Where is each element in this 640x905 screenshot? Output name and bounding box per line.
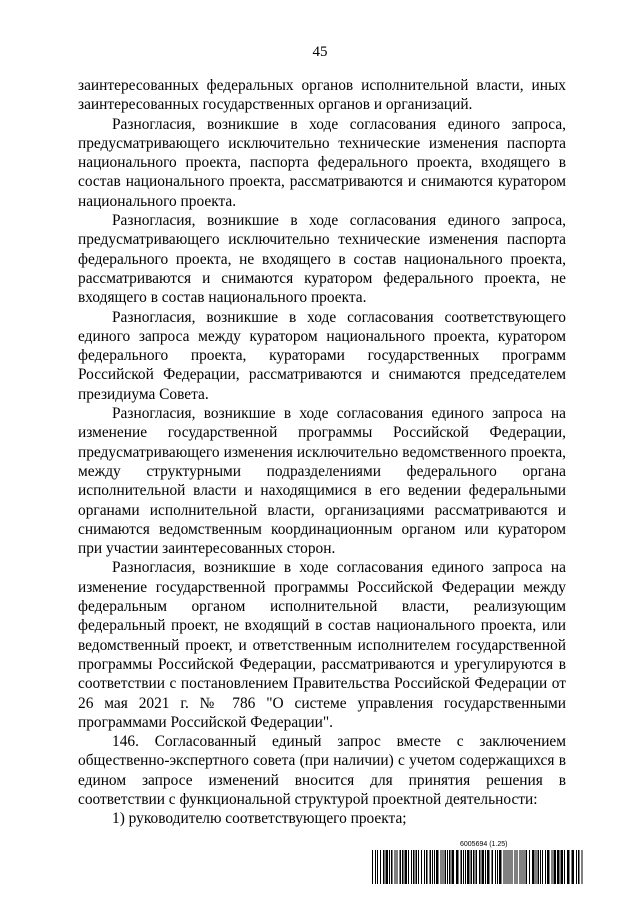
paragraph-disagreements-federal-project: Разногласия, возникшие в ходе согласования единого запроса, предусматривающего исключительно технические изменения паспорта федерального проекта, не входящего в состав национального проекта, рассматриваются и снимаются куратором федерального проекта, не входящего в состав национального проекта. bbox=[78, 212, 566, 307]
barcode-icon bbox=[372, 850, 586, 884]
paragraph-disagreements-curators: Разногласия, возникшие в ходе согласования соответствующего единого запроса между куратором национального проекта, куратором федерального проекта, кураторами государственных программ Российской Федерации, рассматриваются и снимаются председателем президиума Совета. bbox=[78, 308, 566, 403]
page-number: 45 bbox=[312, 44, 328, 60]
barcode-code: 6005694 (1.25) bbox=[460, 841, 508, 848]
document-body bbox=[78, 76, 566, 829]
paragraph-continuation: заинтересованных федеральных органов исполнительной власти, иных заинтересованных государственных органов и организаций. bbox=[78, 77, 566, 114]
paragraph-disagreements-national-project: Разногласия, возникшие в ходе согласования единого запроса, предусматривающего исключительно технические изменения паспорта национального проекта, паспорта федерального проекта, входящего в состав национального проекта, рассматриваются и снимаются куратором национального проекта. bbox=[78, 115, 566, 210]
list-item-1: 1) руководителю соответствующего проекта; bbox=[112, 810, 407, 828]
paragraph-disagreements-state-program: Разногласия, возникшие в ходе согласования единого запроса на изменение государственной программы Российской Федерации между федеральным органом исполнительной власти, реализующим федеральный проект, не входящий в состав национального проекта, или ведомственный проект, и ответственным исполнителем государственной программы Российской Федерации, рассматриваются и урегулируются в соответствии с постановлением Правительства Российской Федерации от 26 мая 2021 г. № 786 "О системе управления государственными программами Российской Федерации". bbox=[78, 559, 566, 731]
barcode bbox=[372, 841, 586, 885]
paragraph-146: 146. Согласованный единый запрос вместе с заключением общественно-экспертного совета (при наличии) с учетом содержащихся в едином запросе изменений вносится для принятия решения в соответствии с функциональной структурой проектной деятельности: bbox=[78, 733, 566, 808]
paragraph-disagreements-departmental-project: Разногласия, возникшие в ходе согласования единого запроса на изменение государственной программы Российской Федерации, предусматривающего изменения исключительно ведомственного проекта, между структурными подразделениями федерального органа исполнительной власти и находящимися в его ведении федеральными органами исполнительной власти, организациями рассматриваются и снимаются ведомственным координационным органом или куратором при участии заинтересованных сторон. bbox=[78, 405, 566, 558]
